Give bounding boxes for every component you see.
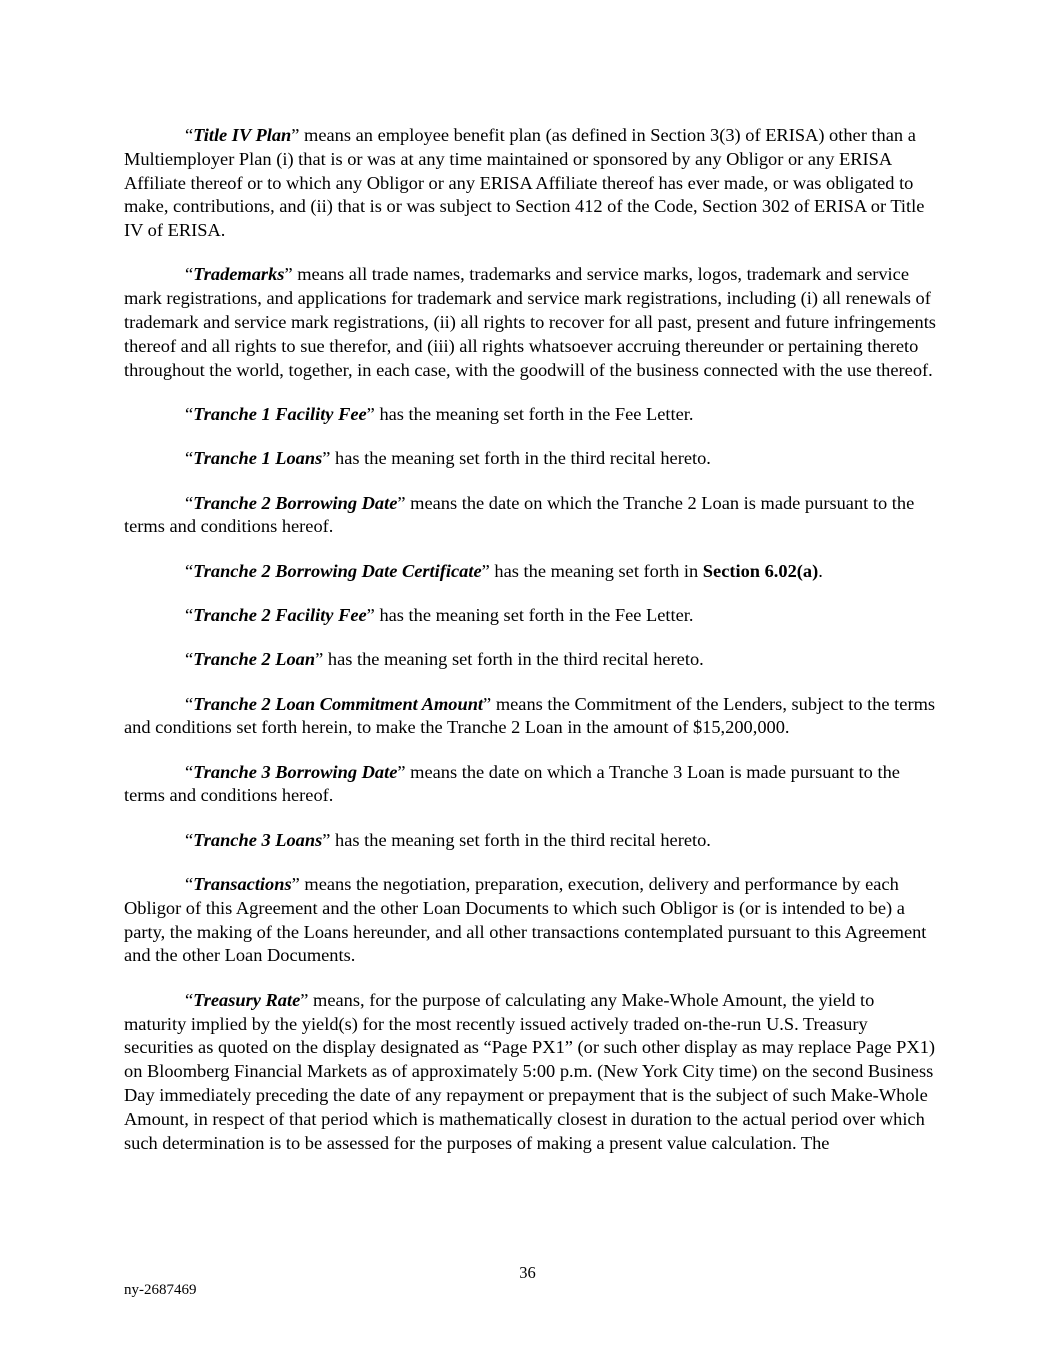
definition-text: has the meaning set forth in the Fee Letter. bbox=[374, 403, 694, 424]
definition-tranche-2-borrowing-date-certificate: “Tranche 2 Borrowing Date Certificate” has the meaning set forth in Section 6.02(a). bbox=[185, 560, 823, 581]
defined-term: Tranche 2 Loan Commitment Amount bbox=[193, 693, 484, 714]
definition-text: has the meaning set forth in bbox=[489, 560, 703, 581]
definition-text: means the negotiation, preparation, execution, delivery and performance by each Obligor of this Agreement and the other Loan Documents to which such Obligor is (or is intended to be) a party, the making of the Loans hereunder, and all other transactions contemplated pursuant to this Agreement and the other Loan Documents. bbox=[124, 874, 927, 966]
definition-trademarks: “Trademarks” means all trade names, trademarks and service marks, logos, trademark and service mark registrations, and applications for trademark and service mark registrations, including (i) all renewals of trademark and service mark registrations, (ii) all rights to recover for all past, present and future infringements thereof and all rights to sue therefor, and (iii) all rights whatsoever accruing thereunder or pertaining thereto throughout the world, together, in each case, with the goodwill of the business connected with the use thereof. bbox=[124, 264, 936, 380]
document-body bbox=[124, 124, 939, 1176]
definition-text: means the Commitment of the Lenders, subject to the terms and conditions set forth herein, to make the Tranche 2 Loan in the amount of $15,200,000. bbox=[124, 693, 936, 738]
defined-term: Title IV Plan bbox=[193, 125, 292, 145]
defined-term: Tranche 1 Facility Fee bbox=[193, 403, 367, 424]
defined-term: Tranche 2 Borrowing Date bbox=[193, 492, 398, 513]
definition-text: has the meaning set forth in the Fee Letter. bbox=[374, 604, 694, 625]
definition-tranche-2-borrowing-date: “Tranche 2 Borrowing Date” means the date on which the Tranche 2 Loan is made pursuant to the terms and conditions hereof. bbox=[124, 492, 915, 537]
definition-text: means the date on which a Tranche 3 Loan is made pursuant to the terms and conditions hereof. bbox=[124, 761, 900, 806]
defined-term: Tranche 3 Borrowing Date bbox=[193, 761, 398, 782]
definition-text-end: . bbox=[818, 560, 823, 581]
definition-tranche-3-loans: “Tranche 3 Loans” has the meaning set forth in the third recital hereto. bbox=[185, 829, 711, 850]
definition-text: means the date on which the Tranche 2 Loan is made pursuant to the terms and conditions hereof. bbox=[124, 492, 915, 537]
definition-transactions: “Transactions” means the negotiation, preparation, execution, delivery and performance by each Obligor of this Agreement and the other Loan Documents to which such Obligor is (or is intended to be) a party, the making of the Loans hereunder, and all other transactions contemplated pursuant to this Agreement and the other Loan Documents. bbox=[124, 874, 927, 966]
defined-term: Tranche 3 Loans bbox=[193, 829, 323, 850]
defined-term: Trademarks bbox=[193, 264, 285, 285]
defined-term: Tranche 2 Facility Fee bbox=[193, 604, 367, 625]
definition-tranche-2-loan-commitment-amount: “Tranche 2 Loan Commitment Amount” means the Commitment of the Lenders, subject to the terms and conditions set forth herein, to make the Tranche 2 Loan in the amount of $15,200,000. bbox=[124, 693, 936, 738]
definition-tranche-1-facility-fee: “Tranche 1 Facility Fee” has the meaning set forth in the Fee Letter. bbox=[185, 403, 694, 424]
defined-term: Tranche 1 Loans bbox=[193, 448, 323, 469]
definition-text: has the meaning set forth in the third recital hereto. bbox=[323, 649, 704, 670]
definition-text: means all trade names, trademarks and service marks, logos, trademark and service mark registrations, and applications for trademark and service mark registrations, including (i) all renewals of trademark and service mark registrations, (ii) all rights to recover for all past, present and future infringements thereof and all rights to sue therefor, and (iii) all rights whatsoever accruing thereunder or pertaining thereto throughout the world, together, in each case, with the goodwill of the business connected with the use thereof. bbox=[124, 264, 936, 380]
defined-term: Tranche 2 Loan bbox=[193, 649, 316, 670]
document-id: ny-2687469 bbox=[124, 1282, 197, 1298]
definition-text: has the meaning set forth in the third recital hereto. bbox=[330, 448, 711, 469]
definition-text: means an employee benefit plan (as defined in Section 3(3) of ERISA) other than a Multiemployer Plan (i) that is or was at any time maintained or sponsored by any Obligor or any ERISA Affiliate thereof or to which any Obligor or any ERISA Affiliate thereof has ever made, or was obligated to make, contributions, and (ii) that is or was subject to Section 412 of the Code, Section 302 of ERISA or Title IV of ERISA. bbox=[124, 125, 925, 241]
definition-tranche-3-borrowing-date: “Tranche 3 Borrowing Date” means the date on which a Tranche 3 Loan is made pursuant to the terms and conditions hereof. bbox=[124, 761, 900, 806]
definition-title-iv-plan: “Title IV Plan” means an employee benefit plan (as defined in Section 3(3) of ERISA) other than a Multiemployer Plan (i) that is or was at any time maintained or sponsored by any Obligor or any ERISA Affiliate thereof or to which any Obligor or any ERISA Affiliate thereof has ever made, or was obligated to make, contributions, and (ii) that is or was subject to Section 412 of the Code, Section 302 of ERISA or Title IV of ERISA. bbox=[124, 125, 925, 241]
definition-tranche-1-loans: “Tranche 1 Loans” has the meaning set forth in the third recital hereto. bbox=[185, 448, 711, 469]
defined-term: Transactions bbox=[193, 874, 292, 895]
definition-tranche-2-loan: “Tranche 2 Loan” has the meaning set forth in the third recital hereto. bbox=[185, 649, 704, 670]
defined-term: Treasury Rate bbox=[193, 989, 301, 1010]
definition-tranche-2-facility-fee: “Tranche 2 Facility Fee” has the meaning set forth in the Fee Letter. bbox=[185, 604, 694, 625]
defined-term: Tranche 2 Borrowing Date Certificate bbox=[193, 560, 482, 581]
page-number: 36 bbox=[519, 1263, 536, 1282]
definition-text: means, for the purpose of calculating any Make-Whole Amount, the yield to maturity implied by the yield(s) for the most recently issued actively traded on-the-run U.S. Treasury securities as quoted on the display designated as “Page PX1” (or such other display as may replace Page PX1) on Bloomberg Financial Markets as of approximately 5:00 p.m. (New York City time) on the second Business Day immediately preceding the date of any repayment or prepayment that is the subject of such Make-Whole Amount, in respect of that period which is mathematically closest in duration to the actual period over which such determination is to be assessed for the purposes of making a present value calculation. The bbox=[124, 989, 936, 1153]
definition-treasury-rate: “Treasury Rate” means, for the purpose of calculating any Make-Whole Amount, the yield to maturity implied by the yield(s) for the most recently issued actively traded on-the-run U.S. Treasury securities as quoted on the display designated as “Page PX1” (or such other display as may replace Page PX1) on Bloomberg Financial Markets as of approximately 5:00 p.m. (New York City time) on the second Business Day immediately preceding the date of any repayment or prepayment that is the subject of such Make-Whole Amount, in respect of that period which is mathematically closest in duration to the actual period over which such determination is to be assessed for the purposes of making a present value calculation. The bbox=[124, 989, 936, 1153]
section-reference: Section 6.02(a) bbox=[702, 560, 819, 581]
definition-text: has the meaning set forth in the third recital hereto. bbox=[330, 829, 711, 850]
